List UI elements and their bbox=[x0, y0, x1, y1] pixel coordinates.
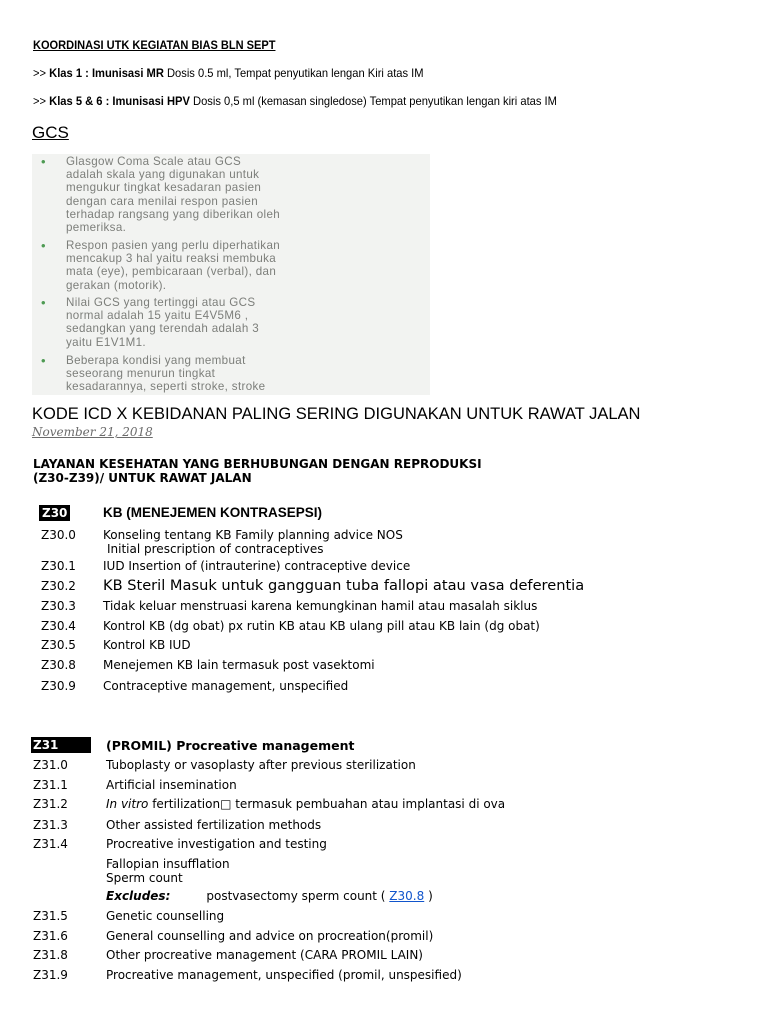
z30-row-desc: Tidak keluar menstruasi karena kemungkinan hamil atau masalah siklus bbox=[103, 599, 538, 613]
z30-title: KB (MENEJEMEN KONTRASEPSI) bbox=[103, 505, 323, 520]
bullet-dot-icon: • bbox=[41, 238, 46, 253]
gcs-line: Beberapa kondisi yang membuat bbox=[66, 354, 246, 367]
klas2-prefix: >> bbox=[33, 94, 50, 108]
gcs-line: mencakup 3 hal yaitu reaksi membuka bbox=[66, 252, 277, 266]
gcs-line: terhadap rangsang yang diberikan oleh bbox=[66, 207, 281, 221]
z30-row-code: Z30.3 bbox=[41, 599, 76, 613]
layanan-heading-line1: LAYANAN KESEHATAN YANG BERHUBUNGAN DENGAN REPRODUKSI bbox=[33, 457, 482, 471]
z31-row-code: Z31.3 bbox=[33, 818, 68, 832]
gcs-line: pemeriksa. bbox=[66, 221, 127, 235]
klas2-line bbox=[33, 94, 557, 108]
z31-code-badge: Z31 bbox=[31, 737, 91, 753]
gcs-bullet-3 bbox=[42, 296, 422, 349]
z31-row-desc: Tuboplasty or vasoplasty after previous sterilization bbox=[106, 758, 416, 772]
z31-row-code: Z31.9 bbox=[33, 968, 68, 982]
z31-row-desc: Other procreative management (CARA PROMIL LAIN) bbox=[106, 948, 423, 962]
klas2-label: Klas 5 & 6 : Imunisasi HPV bbox=[49, 94, 190, 108]
z31-row-desc: Other assisted fertilization methods bbox=[106, 818, 322, 832]
z31-row-code: Z31.4 bbox=[33, 837, 68, 851]
gcs-line: mengukur tingkat kesadaran pasien bbox=[66, 181, 262, 195]
z31-row-code: Z31.2 bbox=[33, 797, 68, 811]
z31-row-code: Z31.6 bbox=[33, 929, 68, 943]
in-vitro-rest: fertilization□ termasuk pembuahan atau implantasi di ova bbox=[148, 797, 506, 811]
z31-row-desc: Fallopian insufflation bbox=[106, 857, 230, 871]
layanan-heading-line2: (Z30-Z39)/ UNTUK RAWAT JALAN bbox=[33, 471, 252, 485]
gcs-line: gerakan (motorik). bbox=[66, 278, 167, 292]
bullet-dot-icon: • bbox=[41, 154, 46, 169]
z30-row-code: Z30.1 bbox=[41, 559, 76, 573]
kode-title: KODE ICD X KEBIDANAN PALING SERING DIGUNAKAN UNTUK RAWAT JALAN bbox=[32, 405, 641, 423]
gcs-line: Respon pasien yang perlu diperhatikan bbox=[66, 239, 281, 252]
excludes-close: ) bbox=[424, 889, 433, 903]
klas2-text: Dosis 0,5 ml (kemasan singledose) Tempat penyutikan lengan kiri atas IM bbox=[189, 94, 557, 108]
gcs-bullet-1 bbox=[42, 155, 422, 234]
gcs-line: kesadarannya, seperti stroke, stroke bbox=[66, 380, 266, 394]
z31-row-desc: Sperm count bbox=[106, 871, 183, 885]
z31-row-code: Z31.0 bbox=[33, 758, 68, 772]
z30-row-code: Z30.5 bbox=[41, 638, 76, 652]
gcs-bullet-4 bbox=[42, 354, 422, 394]
klas1-line bbox=[33, 66, 424, 80]
z31-title: (PROMIL) Procreative management bbox=[106, 738, 355, 753]
klas1-label: Klas 1 : Imunisasi MR bbox=[49, 66, 164, 80]
z30-row-code: Z30.8 bbox=[41, 658, 76, 672]
z30-row-desc: Kontrol KB IUD bbox=[103, 638, 191, 652]
gcs-line: yaitu E1V1M1. bbox=[66, 335, 146, 349]
z30-8-link[interactable]: Z30.8 bbox=[389, 889, 425, 903]
z30-row-desc: KB Steril Masuk untuk gangguan tuba fallopi atau vasa deferentia bbox=[103, 577, 585, 594]
z31-row-desc: Artificial insemination bbox=[106, 778, 237, 792]
z30-row-desc: Menejemen KB lain termasuk post vasektomi bbox=[103, 658, 375, 672]
gcs-line: Nilai GCS yang tertinggi atau GCS bbox=[66, 296, 256, 309]
z31-row-desc: Procreative investigation and testing bbox=[106, 837, 327, 851]
z31-row-desc: Genetic counselling bbox=[106, 909, 225, 923]
z30-row-desc: IUD Insertion of (intrauterine) contraceptive device bbox=[103, 559, 411, 573]
gcs-image bbox=[32, 154, 430, 395]
excludes-label: Excludes: bbox=[106, 889, 171, 903]
gcs-line: mata (eye), pembicaraan (verbal), dan bbox=[66, 265, 277, 279]
gcs-line: Glasgow Coma Scale atau GCS bbox=[66, 155, 242, 168]
z30-row-code: Z30.0 bbox=[41, 528, 76, 542]
gcs-line: dengan cara menilai respon pasien bbox=[66, 194, 259, 208]
gcs-line: seseorang menurun tingkat bbox=[66, 367, 216, 381]
klas1-prefix: >> bbox=[33, 66, 50, 80]
z31-row-desc: Procreative management, unspecified (promil, unspesified) bbox=[106, 968, 462, 982]
document-heading: KOORDINASI UTK KEGIATAN BIAS BLN SEPT bbox=[33, 38, 276, 52]
excludes-text: postvasectomy sperm count ( bbox=[206, 889, 390, 903]
post-date-link[interactable]: November 21, 2018 bbox=[32, 425, 153, 439]
z31-row-desc: General counselling and advice on procreation(promil) bbox=[106, 929, 434, 943]
gcs-line: normal adalah 15 yaitu E4V5M6 , bbox=[66, 309, 249, 323]
gcs-line: sedangkan yang terendah adalah 3 bbox=[66, 322, 259, 336]
z31-excludes-row bbox=[106, 889, 433, 903]
z31-row-code: Z31.5 bbox=[33, 909, 68, 923]
z30-row-desc: Contraceptive management, unspecified bbox=[103, 679, 349, 693]
z31-row-desc bbox=[106, 797, 505, 811]
z31-row-code: Z31.1 bbox=[33, 778, 68, 792]
z30-row-code: Z30.2 bbox=[41, 579, 76, 593]
gcs-bullet-2 bbox=[42, 239, 422, 292]
in-vitro-italic: In vitro bbox=[106, 797, 149, 811]
z31-row-code: Z31.8 bbox=[33, 948, 68, 962]
z30-row-desc: Konseling tentang KB Family planning advice NOS bbox=[103, 528, 403, 542]
gcs-title: GCS bbox=[32, 123, 69, 142]
gcs-line: adalah skala yang digunakan untuk bbox=[66, 168, 260, 182]
z30-code-badge: Z30 bbox=[39, 505, 70, 521]
z30-row-code: Z30.9 bbox=[41, 679, 76, 693]
bullet-dot-icon: • bbox=[41, 295, 46, 310]
bullet-dot-icon: • bbox=[41, 353, 46, 368]
z30-row-desc: Kontrol KB (dg obat) px rutin KB atau KB ulang pill atau KB lain (dg obat) bbox=[103, 619, 540, 633]
klas1-text: Dosis 0.5 ml, Tempat penyutikan lengan Kiri atas IM bbox=[163, 66, 424, 80]
z30-row-desc: Initial prescription of contraceptives bbox=[107, 542, 324, 556]
z30-row-code: Z30.4 bbox=[41, 619, 76, 633]
